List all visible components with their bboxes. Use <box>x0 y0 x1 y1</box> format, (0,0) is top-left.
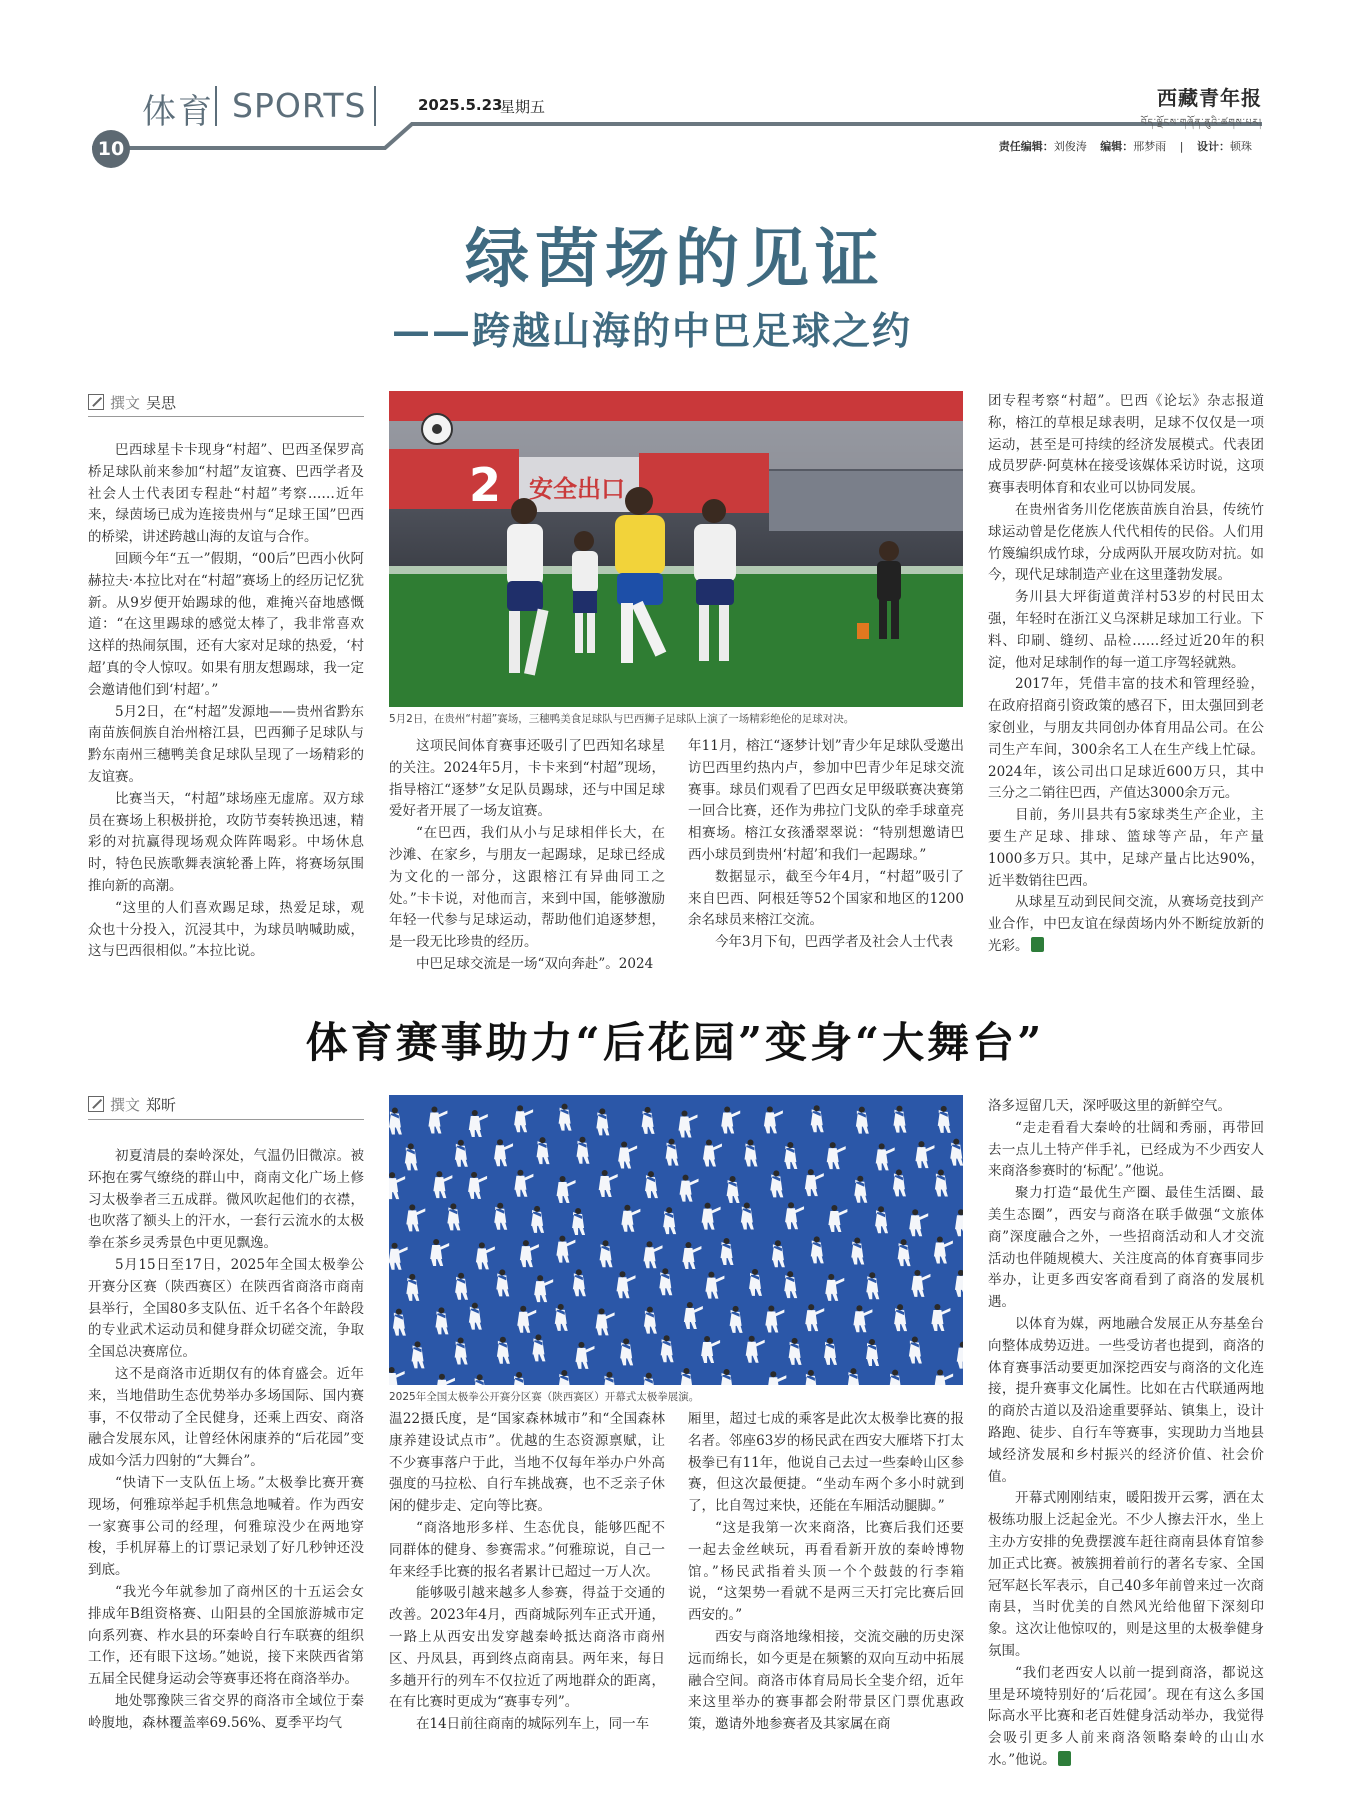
paragraph: 中巴足球交流是一场“双向奔赴”。2024 <box>416 955 654 972</box>
author: 郑昕 <box>146 1096 177 1114</box>
paragraph <box>988 892 1264 957</box>
performer-figure <box>811 1105 824 1132</box>
performer-figure <box>620 1338 633 1365</box>
paragraph: 洛多逗留几天，深呼吸这里的新鲜空气。 <box>988 1098 1231 1114</box>
paragraph: “在巴西，我们从小与足球相伴长大，在沙滩、在家乡，与朋友一起踢球，足球已经成为文化的一部分，这跟榕江有异曲同工之处。”卡卡说，对他而言，来到中国，能够激励年轻一代参与足球运动，帮助他们追逐梦想，是一段无比珍贵的经历。 <box>389 825 665 951</box>
chief-editor: 刘俊涛 <box>1053 140 1087 153</box>
pen-icon <box>88 1096 104 1112</box>
article1-column-2 <box>389 736 665 976</box>
chief-editor-label: 责任编辑： <box>998 140 1054 153</box>
performer-figure <box>765 1305 784 1332</box>
article1-subtitle: ——跨越山海的中巴足球之约 <box>392 308 913 353</box>
performer-figure <box>556 1236 575 1263</box>
article1-column-4 <box>988 391 1264 958</box>
byline-label: 撰文 <box>110 1096 141 1114</box>
pen-icon <box>88 394 104 410</box>
paragraph: 务川县大坪街道黄洋村53岁的村民田太强，年轻时在浙江义乌深耕足球加工行业。下料、印刷、缝纫、品检……经过近20年的积淀，他对足球制作的每一道工序驾轻就熟。 <box>988 589 1264 671</box>
performer-figure <box>893 1106 906 1133</box>
paragraph: 数据显示，截至今年4月，“村超”吸引了来自巴西、阿根廷等52个国家和地区的1200余名球员来榕江交流。 <box>688 868 964 929</box>
performer-figure <box>679 1111 698 1138</box>
section-divider <box>374 86 376 126</box>
article2-column-1 <box>88 1146 364 1735</box>
paragraph: 年11月，榕江“逐梦计划”青少年足球队受邀出访巴西里约热内卢，参加中巴青少年足球交流赛事。球员们观看了巴西女足甲级联赛决赛第一回合比赛，还作为弗拉门戈队的牵手球童亮相赛场。榕江女孩潘翠翠说：“特别想邀请巴西小球员到贵州‘村超’和我们一起踢球。” <box>688 738 964 863</box>
article2-column-2 <box>389 1409 665 1736</box>
performer-figure <box>621 1205 640 1232</box>
paragraph: 西安与商洛地缘相接，交流交融的历史深远而绵长，如今更是在频繁的双向互动中拓展融合空间。商洛市体育局局长全斐介绍，近年来这里举办的赛事都会附带景区门票优惠政策，邀请外地参赛者及其家属在商 <box>688 1628 964 1733</box>
paragraph: 5月2日，在“村超”发源地——贵州省黔东南苗族侗族自治州榕江县，巴西狮子足球队与黔东南州三穗鸭美食足球队呈现了一场精彩的友谊赛。 <box>88 703 364 785</box>
performer-figure <box>805 1370 818 1385</box>
paragraph: 在14日前往商南的城际列车上，同一车 <box>416 1716 650 1733</box>
performer-figure <box>447 1203 460 1230</box>
performer-figure <box>469 1110 488 1137</box>
newspaper-masthead <box>1141 82 1262 138</box>
performer-figure <box>520 1240 539 1267</box>
performer-figure <box>557 1176 576 1203</box>
performer-figure <box>764 1106 783 1133</box>
performer-figure <box>517 1306 536 1333</box>
performer-figure <box>827 1142 846 1169</box>
performer-figure <box>730 1306 743 1333</box>
performer-figure <box>558 1370 571 1385</box>
performer-figure <box>555 1304 568 1331</box>
sign-number: 2 <box>469 458 502 512</box>
performer-figure <box>770 1170 783 1197</box>
paragraph: 目前，务川县共有5家球类生产企业，主要生产足球、排球、篮球等产品，年产量1000多万只。其中，足球产量占比达90%，近半数销往巴西。 <box>988 807 1264 889</box>
performer-figure <box>433 1171 452 1198</box>
performer-figure <box>474 1374 487 1385</box>
article2-column-3 <box>688 1409 964 1736</box>
performer-figure <box>596 1108 609 1135</box>
paragraph <box>988 1663 1264 1772</box>
paragraph: “商洛地形多样、生态优良，能够匹配不同群体的健身、参赛需求。”何雅琼说，自己一年来经手比赛的报名者累计已超过一万人次。 <box>389 1519 665 1580</box>
byline-rule <box>88 1119 364 1120</box>
article2-byline <box>88 1094 176 1115</box>
performer-figure <box>618 1141 637 1168</box>
performer-figure <box>811 1236 824 1263</box>
performer-figure <box>572 1208 585 1235</box>
article1-column-1 <box>88 440 364 963</box>
performer-figure <box>721 1369 734 1385</box>
performer-figure <box>909 1336 922 1363</box>
byline-label: 撰文 <box>110 394 141 412</box>
performer-figure <box>745 1140 758 1167</box>
performer-figure <box>847 1368 860 1385</box>
performer-figure <box>412 1341 425 1368</box>
masthead-tibetan: བོད་ལྗོངས་གཞོན་ནུའི་ཚགས་པར། <box>1140 118 1262 128</box>
performer-figure <box>934 1369 953 1385</box>
performer-figure <box>436 1374 455 1385</box>
paragraph: 地处鄂豫陕三省交界的商洛市全域位于秦岭腹地，森林覆盖率69.56%、夏季平均气 <box>88 1692 364 1731</box>
performer-figure <box>894 1304 907 1331</box>
paragraph: 开幕式刚刚结束，暖阳拨开云雾，洒在太极练功服上泛起金光。不少人擦去汗水，坐上主办方安排的免费摆渡车赶往商南县体育馆参加正式比赛。被簇拥着前行的著名专家、全国冠军赵长军表示，自己40多年前曾来过一次商南县，当时优美的自然风光给他留下深刻印象。这次让他惊叹的，则是这里的太极拳健身氛围。 <box>988 1490 1264 1659</box>
end-mark-icon <box>1031 937 1044 952</box>
performer-figure <box>389 1243 408 1270</box>
performer-figure <box>599 1170 618 1197</box>
paragraph: 团专程考察“村超”。巴西《论坛》杂志报道称，榕江的草根足球表明，足球不仅仅是一项运动，甚至是可持续的经济发展模式。代表团成员罗萨·阿莫林在接受该媒体采访时说，这项赛事表明体育和农业可以协同发展。 <box>988 393 1264 497</box>
performer-figure <box>893 1169 906 1196</box>
performer-figure <box>950 1139 963 1166</box>
performer-figure <box>389 1367 405 1385</box>
issue-weekday: 星期五 <box>500 98 546 116</box>
photo-caption: 5月2日，在贵州“村超”赛场，三穗鸭美食足球队与巴西狮子足球队上演了一场精彩绝伦的足球对决。 <box>389 713 855 725</box>
taichi-performers-illustration <box>389 1095 963 1385</box>
issue-date: 2025.5.23 <box>418 96 503 114</box>
performer-figure <box>393 1309 406 1336</box>
performer-figure <box>866 1339 879 1366</box>
designer: 顿珠 <box>1230 140 1252 153</box>
performer-figure <box>534 1275 553 1302</box>
paragraph: “这是我第一次来商洛，比赛后我们还要一起去金丝峡玩，再看看新开放的秦岭博物馆。”杨民武指着头顶一个个鼓鼓的行李箱说，“这架势一看就不是两三天打完比赛后回西安的。” <box>688 1519 964 1624</box>
performer-figure <box>575 1342 594 1369</box>
paragraph: 能够吸引越来越多人参赛，得益于交通的改善。2023年4月，西商城际列车正式开通，一路上从西安出发穿越秦岭抵达商洛市商州区、丹凤县，再到终点商南县。两年来，每日多趟开行的列车不仅拉近了两地群众的距离，在有比赛时更成为“赛事专列”。 <box>389 1585 665 1711</box>
performer-figure <box>514 1170 533 1197</box>
editor: 邢梦雨 <box>1133 140 1167 153</box>
performer-figure <box>772 1240 785 1267</box>
performer-figure <box>828 1205 847 1232</box>
performer-figure <box>931 1304 950 1331</box>
performer-figure <box>559 1104 572 1131</box>
performer-figure <box>876 1143 895 1170</box>
performer-figure <box>866 1272 879 1299</box>
performer-figure <box>784 1142 797 1169</box>
football-match-photo <box>389 391 963 707</box>
performer-figure <box>389 1107 402 1134</box>
paragraph-text: 从球星互动到民间交流，从赛场竞技到产业合作，中巴友谊在绿茵场内外不断绽放新的光彩。 <box>988 894 1264 954</box>
performer-figure <box>955 1209 963 1236</box>
paragraph: 今年3月下旬，巴西学者及社会人士代表 <box>715 934 954 951</box>
performer-figure <box>721 1107 740 1134</box>
performer-figure <box>957 1342 963 1369</box>
paragraph: 厢里，超过七成的乘客是此次太极拳比赛的报名者。邻座63岁的杨民武在西安大雁塔下打太极拳已有11年，他说自己去过一些秦岭山区参赛，但这次最便捷。“坐动车两个多小时就到了，比自驾过来快，还能在车厢活动腿脚。” <box>688 1411 964 1515</box>
performer-figure <box>746 1336 765 1363</box>
football-match-illustration <box>389 391 963 707</box>
performer-figure <box>663 1207 676 1234</box>
performer-figure <box>389 1172 405 1199</box>
article1-byline <box>88 392 176 413</box>
paragraph: 这不是商洛市近期仅有的体育盛会。近年来，当地借助生态优势举办多场国际、国内赛事，不仅带动了全民健身，还乘上西安、商洛融合发展东风，让曾经休闲康养的“后花园”变成如今活力四射的“大舞台”。 <box>88 1365 364 1470</box>
performer-figure <box>617 1271 636 1298</box>
performer-figure <box>428 1107 447 1134</box>
performer-figure <box>934 1236 953 1263</box>
performer-figure <box>805 1169 824 1196</box>
performer-figure <box>682 1242 701 1269</box>
performer-figure <box>851 1238 864 1265</box>
paragraph: 回顾今年“五一”假期，“00后”巴西小伙阿赫拉夫·本拉比对在“村超”赛场上的经历记忆犹新。从9岁便开始踢球的他，难掩兴奋地感慨道：“在这里踢球的感觉太棒了，我非常喜欢这样的热闹氛围，还有大家对足球的热爱，‘村超’真的令人惊叹。如果有朋友想踢球，我一定会邀请他们到‘村超’。” <box>88 550 364 698</box>
paragraph-text: “我们老西安人以前一提到商洛，都说这里是环境特别好的‘后花园’。现在有这么多国际高水平比赛和老百姓健身活动举办，我觉得会吸引更多人前来商洛领略秦岭的山山水水。”他说。 <box>988 1664 1264 1768</box>
paragraph: 5月15日至17日，2025年全国太极拳公开赛分区赛（陕西赛区）在陕西省商洛市商南县举行，全国80多支队伍、近千名各个年龄段的专业武术运动员和健身群众切磋交流，争取全国总决赛席位。 <box>88 1256 364 1361</box>
author: 吴思 <box>146 394 177 412</box>
performer-figure <box>898 1239 911 1266</box>
performer-figure <box>455 1140 468 1167</box>
page-number: 10 <box>92 130 130 168</box>
paragraph: 在贵州省务川仡佬族苗族自治县，传统竹球运动曾是仡佬族人代代相传的民俗。人们用竹篾编织成竹球，分成两队开展攻防对抗。如今，现代足球制造产业在这里蓬勃发展。 <box>988 501 1264 584</box>
performer-figure <box>603 1372 616 1385</box>
performer-figure <box>701 1336 720 1363</box>
paragraph: 温22摄氏度，是“国家森林城市”和“全国森林康养建设试点市”。优越的生态资源禀赋，让不少赛事落户于此，当地不仅每年举办户外高强度的马拉松、自行车挑战赛，也不乏亲子休闲的健步走、定向等比赛。 <box>389 1411 665 1515</box>
paragraph: 2017年，凭借丰富的技术和管理经验，在政府招商引资政策的感召下，田太强回到老家创业，与朋友共同创办体育用品公司。在公司生产车间，300余名工人在生产线上忙碌。2024年，该公司出口足球近600万只，其中三分之二销往巴西，产值达3000余万元。 <box>988 676 1264 802</box>
performer-figure <box>856 1107 869 1134</box>
performer-figure <box>497 1337 510 1364</box>
performer-figure <box>514 1105 533 1132</box>
performer-figure <box>430 1239 449 1266</box>
performer-figure <box>684 1302 703 1329</box>
performer-figure <box>659 1268 672 1295</box>
performer-figure <box>573 1269 586 1296</box>
performer-figure <box>911 1270 930 1297</box>
performer-figure <box>749 1269 762 1296</box>
performer-figure <box>955 1270 963 1297</box>
paragraph: “这里的人们喜欢踢足球，热爱足球，观众也十分投入，沉浸其中，为球员呐喊助威，这与巴西很相似。”本拉比说。 <box>88 899 364 960</box>
performer-figure <box>702 1203 721 1230</box>
byline-rule <box>88 416 364 417</box>
credit-divider: | <box>1179 140 1184 153</box>
section-divider <box>215 86 217 126</box>
performer-figure <box>496 1269 509 1296</box>
performer-figure <box>644 1241 663 1268</box>
performer-figure <box>642 1107 655 1134</box>
performer-figure <box>680 1368 693 1385</box>
performer-figure <box>824 1338 837 1365</box>
performer-figure <box>741 1203 754 1230</box>
performer-figure <box>531 1206 544 1233</box>
performer-figure <box>596 1308 615 1335</box>
performer-figure <box>600 1240 613 1267</box>
performer-figure <box>455 1273 468 1300</box>
performer-figure <box>406 1274 419 1301</box>
section-name-cn: 体育 <box>142 92 214 132</box>
performer-figure <box>705 1272 724 1299</box>
paragraph: “走走看看大秦岭的壮阔和秀丽，再带回去一点儿土特产伴手礼，已经成为不少西安人来商洛参赛时的‘标配’。”他说。 <box>988 1119 1264 1180</box>
performer-figure <box>805 1304 824 1331</box>
article2-title: 体育赛事助力“后花园”变身“大舞台” <box>305 1018 1045 1067</box>
paragraph: 这项民间体育赛事还吸引了巴西知名球星的关注。2024年5月，卡卡来到“村超”现场，指导榕江“逐梦”女足队员踢球，还与中国足球爱好者开展了一场友谊赛。 <box>389 738 665 820</box>
performer-figure <box>909 1209 928 1236</box>
performer-figure <box>789 1338 802 1365</box>
performer-figure <box>661 1335 674 1362</box>
performer-figure <box>825 1274 844 1301</box>
paragraph: “我光今年就参加了商州区的十五运会女排成年B组资格赛、山阳县的全国旅游城市定向系列赛、柞水县的环秦岭自行车联赛的组织工作，还有眼下这场。”她说，接下来陕西省第五届全民健身运动会等赛事还将在商洛举办。 <box>88 1583 364 1688</box>
paragraph: 比赛当天，“村超”球场座无虚席。双方球员在赛场上积极拼抢，攻防节奏转换迅速，精彩的对抗赢得现场观众阵阵喝彩。中场休息时，特色民族歌舞表演轮番上阵，将赛场氛围推向新的高潮。 <box>88 790 364 894</box>
performer-figure <box>854 1176 867 1203</box>
performer-figure <box>513 1372 526 1385</box>
performer-figure <box>435 1307 448 1334</box>
article1-column-3 <box>688 736 964 954</box>
paragraph: 巴西球星卡卡现身“村超”、巴西圣保罗高桥足球队前来参加“村超”友谊赛、巴西学者及社会人士代表团专程赴“村超”考察……近年来，绿茵场已成为连接贵州与“足球王国”巴西的桥梁，讲述跨越山海的友谊与合作。 <box>88 442 364 546</box>
performer-figure <box>468 1172 487 1199</box>
performer-figure <box>494 1203 507 1230</box>
performer-figure <box>455 1338 468 1365</box>
performer-figure <box>645 1171 658 1198</box>
paragraph: “快请下一支队伍上场。”太极拳比赛开赛现场，何雅琼举起手机焦急地喊着。作为西安一家赛事公司的经理，何雅琼没少在两地穿梭，手机屏幕上的订票记录划了好几秒钟还没到底。 <box>88 1474 364 1579</box>
end-mark-icon <box>1058 1751 1071 1766</box>
performer-figure <box>853 1305 872 1332</box>
performer-figure <box>405 1143 418 1170</box>
performer-figure <box>476 1242 495 1269</box>
performer-figure <box>935 1170 948 1197</box>
performer-figure <box>703 1140 722 1167</box>
performer-figure <box>727 1176 740 1203</box>
performer-figure <box>494 1139 513 1166</box>
performer-figure <box>875 1206 888 1233</box>
sign-text: 安全出口 <box>529 475 625 503</box>
article1-title: 绿茵场的见证 <box>465 223 885 297</box>
performer-figure <box>537 1137 550 1164</box>
performer-figure <box>785 1202 804 1229</box>
performer-figure <box>577 1137 590 1164</box>
taichi-performance-photo <box>389 1095 963 1385</box>
designer-label: 设计： <box>1197 140 1230 153</box>
masthead-cn: 西藏青年报 <box>1157 86 1262 110</box>
performer-figure <box>469 1303 482 1330</box>
performer-figure <box>767 1371 786 1385</box>
performer-figure <box>532 1334 545 1361</box>
performer-figure <box>721 1238 734 1265</box>
paragraph: 初夏清晨的秦岭深处，气温仍旧微凉。被环抱在雾气缭绕的群山中，商南文化广场上修习太极拳者三五成群。微风吹起他们的衣襟，也吹落了额头上的汗水，一套行云流水的太极拳在茶乡灵秀景色中更见飘逸。 <box>88 1148 364 1252</box>
performer-figure <box>643 1373 656 1385</box>
paragraph: 聚力打造“最优生产圈、最佳生活圈、最美生态圈”，西安与商洛在联手做强“文旅体商”深度融合之外，一些招商活动和人才交流活动也伴随规模大、关注度高的体育赛事同步举办，让更多西安客商看到了商洛的发展机遇。 <box>988 1185 1264 1311</box>
photo-caption: 2025年全国太极拳公开赛分区赛（陕西赛区）开幕式太极拳展演。 <box>389 1391 700 1403</box>
performer-figure <box>406 1204 425 1231</box>
performer-figure <box>915 1141 934 1168</box>
performer-figure <box>666 1139 679 1166</box>
performer-figure <box>644 1307 657 1334</box>
performer-figure <box>680 1175 699 1202</box>
editor-credits <box>999 138 1262 154</box>
editor-label: 编辑： <box>1100 140 1134 153</box>
section-name-en: SPORTS <box>232 86 367 125</box>
paragraph: 以体育为媒，两地融合发展正从夯基垒台向整体成势迈进。一些受访者也提到，商洛的体育赛事活动要更加深挖西安与商洛的文化连接，提升赛事文化属性。比如在古代联通两地的商於古道以及沿途重要驿站、镇集上，设计路跑、徒步、自行车等赛事，实现助力当地县域经济发展和乡村振兴的经济价值、社会价值。 <box>988 1315 1264 1485</box>
performer-figure <box>784 1271 797 1298</box>
performer-figure <box>938 1106 951 1133</box>
performer-figure <box>889 1370 902 1385</box>
article2-column-4 <box>988 1096 1264 1772</box>
